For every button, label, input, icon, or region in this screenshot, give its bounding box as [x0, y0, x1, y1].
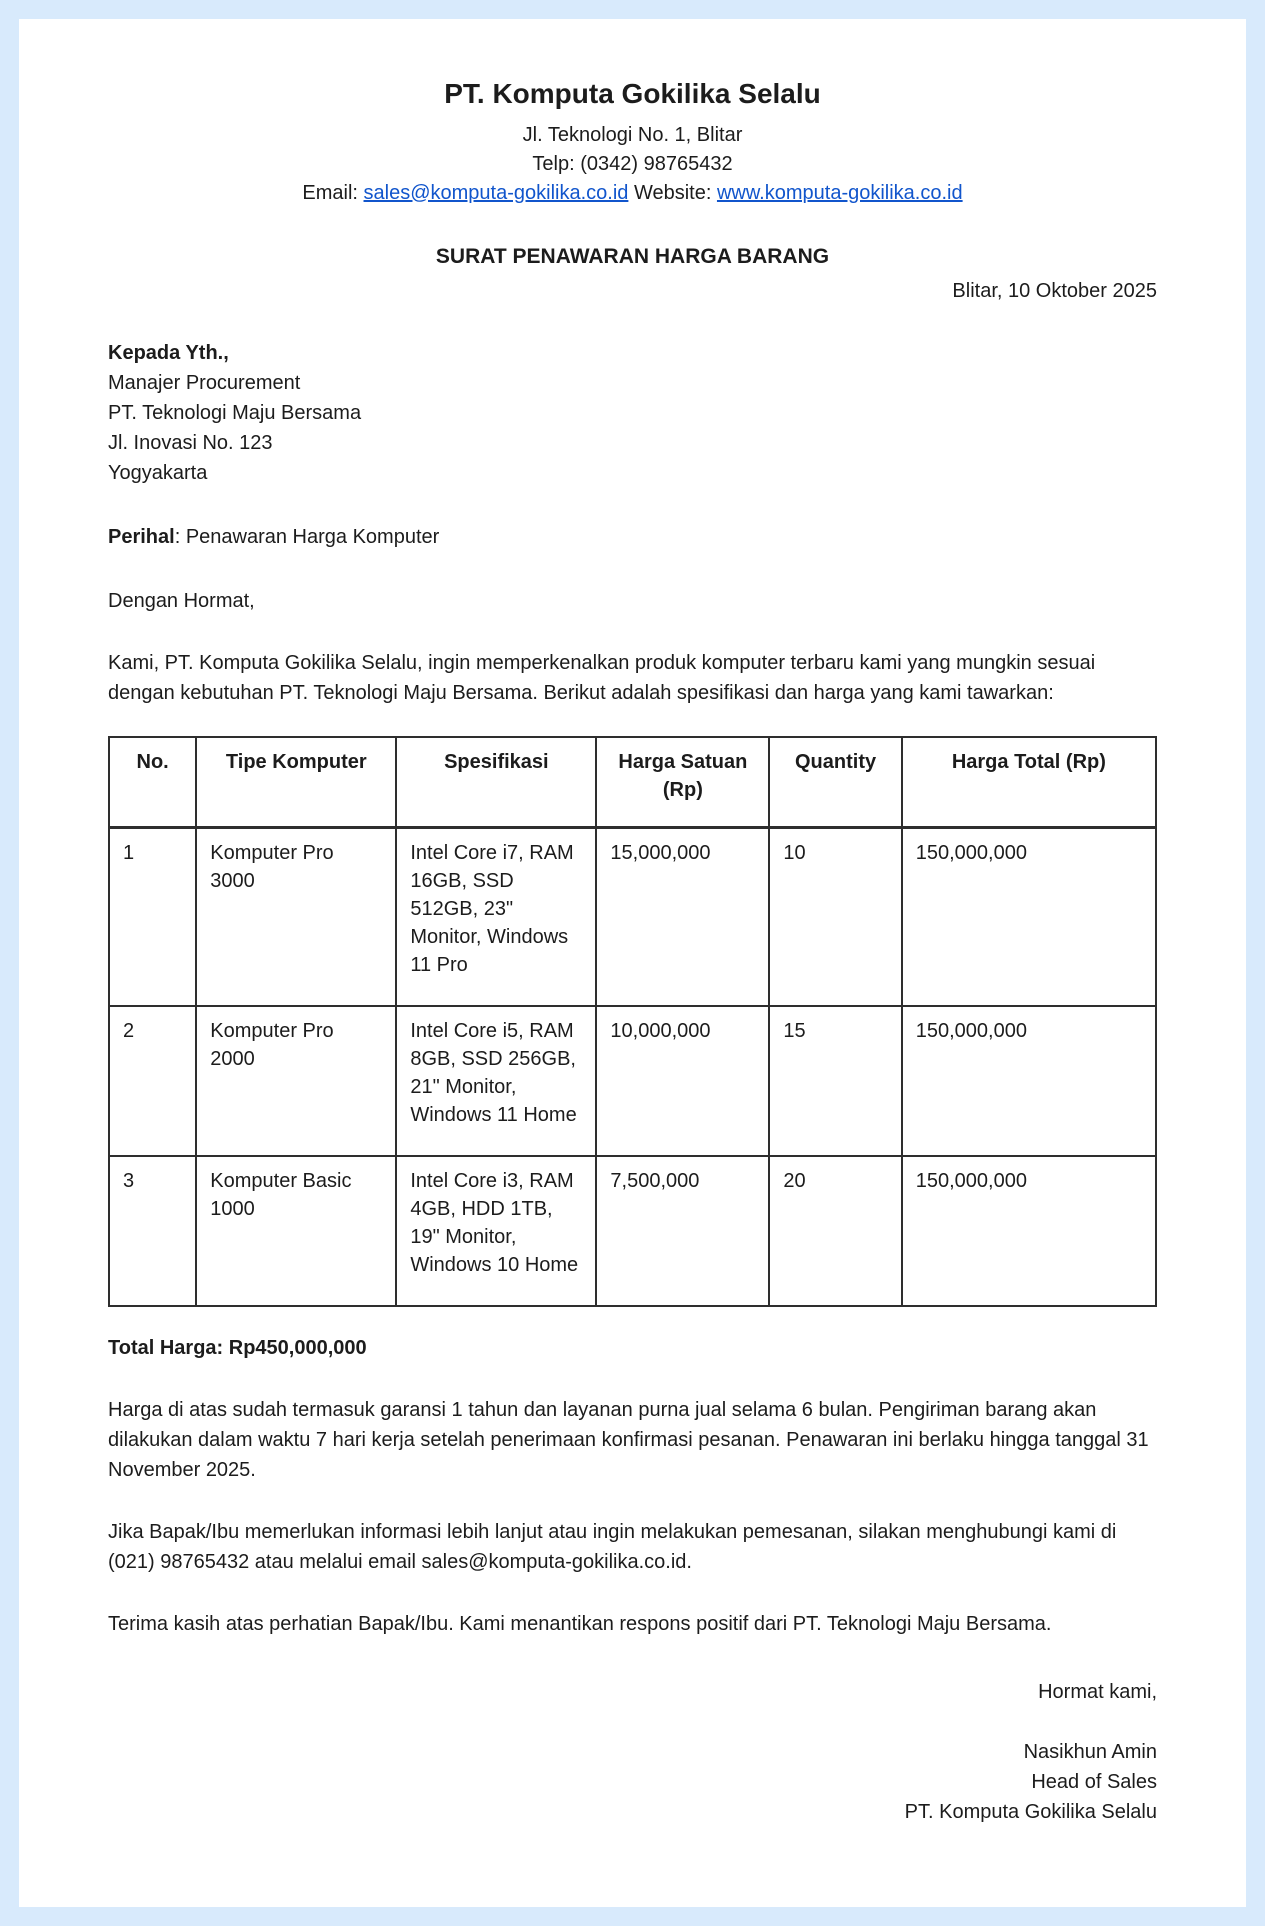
- price-table-header: [109, 737, 1156, 828]
- column-header-spesifikasi: Spesifikasi: [396, 737, 596, 828]
- table-row: [109, 827, 1156, 1006]
- document-title: SURAT PENAWARAN HARGA BARANG: [435, 244, 830, 268]
- closing-paragraph: Terima kasih atas perhatian Bapak/Ibu. Kami menantikan respons positif dari PT. Teknologi Maju Bersama.: [108, 1612, 1052, 1635]
- date-line: Blitar, 10 Oktober 2025: [952, 279, 1157, 302]
- greeting: Dengan Hormat,: [108, 589, 255, 612]
- cell-harga-satuan: 15,000,000: [596, 827, 769, 1006]
- intro-paragraph: Kami, PT. Komputa Gokilika Selalu, ingin memperkenalkan produk komputer terbaru kami yang mungkin sesuai dengan kebutuhan PT. Teknologi Maju Bersama. Berikut adalah spesifikasi dan harga yang kami tawarkan:: [108, 651, 1096, 704]
- letter-page: [19, 19, 1246, 1907]
- recipient-line: Yogyakarta: [108, 461, 208, 484]
- cell-harga-satuan: 7,500,000: [596, 1156, 769, 1306]
- website-label: Website:: [628, 181, 717, 204]
- recipient-block: [108, 338, 1157, 488]
- company-name: PT. Komputa Gokilika Selalu: [444, 78, 821, 109]
- recipient-line: PT. Teknologi Maju Bersama: [108, 401, 362, 424]
- header-row: [109, 737, 1156, 828]
- cell-quantity: 10: [769, 827, 901, 1006]
- cell-no: 1: [109, 827, 196, 1006]
- recipient-line: Manajer Procurement: [108, 371, 301, 394]
- recipient-line: Jl. Inovasi No. 123: [108, 431, 273, 454]
- company-phone: Telp: (0342) 98765432: [532, 152, 733, 175]
- column-header-harga-total: Harga Total (Rp): [902, 737, 1156, 828]
- signature-title: Head of Sales: [1031, 1770, 1157, 1793]
- cell-harga-total: 150,000,000: [902, 1006, 1156, 1156]
- table-row: [109, 1006, 1156, 1156]
- cell-tipe: Komputer Pro 2000: [196, 1006, 396, 1156]
- cell-no: 3: [109, 1156, 196, 1306]
- signature-company: PT. Komputa Gokilika Selalu: [904, 1800, 1157, 1823]
- signoff: Hormat kami,: [1038, 1680, 1157, 1703]
- company-address: Jl. Teknologi No. 1, Blitar: [522, 123, 743, 146]
- subject-line: [108, 522, 1157, 552]
- cell-spesifikasi: Intel Core i7, RAM 16GB, SSD 512GB, 23" Monitor, Windows 11 Pro: [396, 827, 596, 1006]
- price-table-body: [109, 827, 1156, 1306]
- website-link[interactable]: www.komputa-gokilika.co.id: [716, 181, 963, 204]
- total-line: Total Harga: Rp450,000,000: [108, 1336, 367, 1359]
- column-header-no: No.: [109, 737, 196, 828]
- cell-tipe: Komputer Basic 1000: [196, 1156, 396, 1306]
- cell-no: 2: [109, 1006, 196, 1156]
- email-link[interactable]: sales@komputa-gokilika.co.id: [363, 181, 629, 204]
- signature-name: Nasikhun Amin: [1023, 1740, 1157, 1763]
- cell-harga-satuan: 10,000,000: [596, 1006, 769, 1156]
- signature-block: [108, 1737, 1157, 1827]
- cell-tipe: Komputer Pro 3000: [196, 827, 396, 1006]
- subject-label: Perihal: [108, 525, 175, 548]
- terms-paragraph: Harga di atas sudah termasuk garansi 1 tahun dan layanan purna jual selama 6 bulan. Pengiriman barang akan dilakukan dalam waktu 7 hari kerja setelah penerimaan konfirmasi pesanan. Penawaran ini berlaku hingga tanggal 31 November 2025.: [108, 1398, 1149, 1481]
- cell-quantity: 20: [769, 1156, 901, 1306]
- recipient-salutation: Kepada Yth.,: [108, 341, 229, 364]
- contact-paragraph: Jika Bapak/Ibu memerlukan informasi lebih lanjut atau ingin melakukan pemesanan, silakan menghubungi kami di (021) 98765432 atau melalui email sales@komputa-gokilika.co.id.: [108, 1520, 1117, 1573]
- cell-harga-total: 150,000,000: [902, 1156, 1156, 1306]
- price-table: [108, 736, 1157, 1307]
- column-header-tipe-komputer: Tipe Komputer: [196, 737, 396, 828]
- cell-harga-total: 150,000,000: [902, 827, 1156, 1006]
- column-header-harga-satuan: Harga Satuan (Rp): [596, 737, 769, 828]
- table-row: [109, 1156, 1156, 1306]
- cell-quantity: 15: [769, 1006, 901, 1156]
- company-contact-line: [108, 179, 1157, 208]
- column-header-quantity: Quantity: [769, 737, 901, 828]
- cell-spesifikasi: Intel Core i3, RAM 4GB, HDD 1TB, 19" Monitor, Windows 10 Home: [396, 1156, 596, 1306]
- letterhead: [108, 77, 1157, 208]
- subject-value: : Penawaran Harga Komputer: [174, 525, 440, 548]
- cell-spesifikasi: Intel Core i5, RAM 8GB, SSD 256GB, 21" Monitor, Windows 11 Home: [396, 1006, 596, 1156]
- email-label: Email:: [302, 181, 364, 204]
